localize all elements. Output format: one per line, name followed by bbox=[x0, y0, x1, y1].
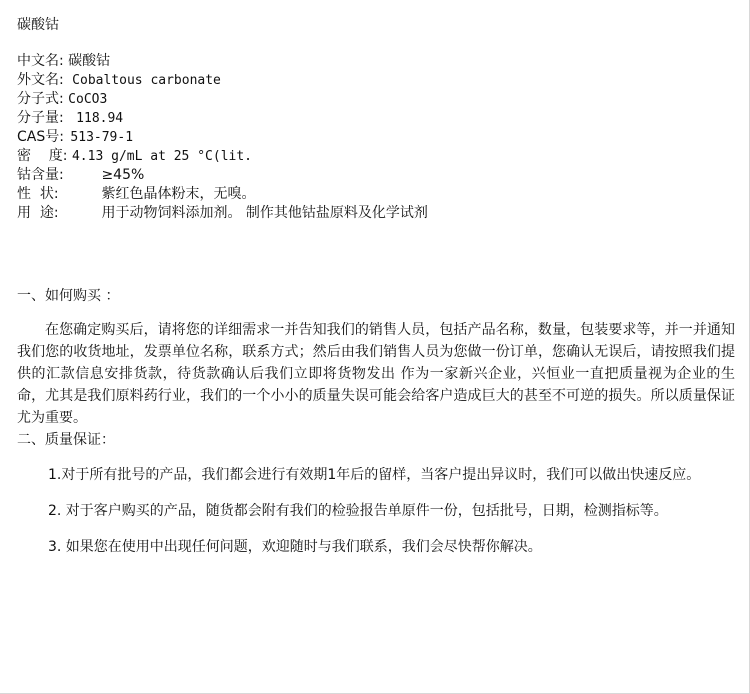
spec-list bbox=[17, 52, 737, 223]
spec-value: 4.13 g/mL at 25 °C(lit. bbox=[71, 149, 252, 164]
section-heading-purchase: 一、如何购买 ： bbox=[17, 288, 120, 304]
section-heading-quality: 二、质量保证： bbox=[17, 432, 115, 448]
spec-row-usage bbox=[17, 204, 737, 223]
spec-value: 碳酸钴 bbox=[68, 53, 111, 69]
spec-label: 分子式: bbox=[17, 91, 64, 107]
spec-row-molecular-weight bbox=[17, 109, 737, 128]
spec-row-cas bbox=[17, 128, 737, 147]
spec-row-formula bbox=[17, 90, 737, 109]
purchase-paragraph: 在您确定购买后，请将您的详细需求一并告知我们的销售人员，包括产品名称，数量，包装要求等，并一并通知我们您的收货地址，发票单位名称，联系方式；然后由我们销售人员为您做一份订单，您确认无误后，请按照我们提供的汇款信息安排货款，待货款确认后我们立即将货物发出 作为一家新兴企业，兴恒业一直把质量视为企业的生命，尤其是我们原料药行业，我们的一个小小的质量失误可能会给客户造成巨大的甚至不可逆的损失。所以质量保证尤为重要。 bbox=[17, 322, 735, 426]
spec-value: Cobaltous carbonate bbox=[72, 73, 221, 88]
spec-label: CAS号: bbox=[17, 129, 64, 145]
spec-value: 118.94 bbox=[76, 111, 124, 126]
spec-label: 密 度: bbox=[17, 148, 68, 164]
spec-value: CoCO3 bbox=[68, 92, 108, 107]
spec-row-foreign-name bbox=[17, 71, 737, 90]
spec-value: 513-79-1 bbox=[70, 130, 134, 145]
quality-list-item: 3. 如果您在使用中出现任何问题，欢迎随时与我们联系，我们会尽快帮你解决。 bbox=[48, 539, 542, 555]
spec-label: 外文名: bbox=[17, 72, 64, 88]
spec-label: 分子量: bbox=[17, 110, 64, 126]
spec-row-chinese-name bbox=[17, 52, 737, 71]
quality-list-item: 2. 对于客户购买的产品，随货都会附有我们的检验报告单原件一份，包括批号，日期，检测指标等。 bbox=[48, 503, 668, 519]
spec-label: 用 途: bbox=[17, 205, 59, 221]
spec-label: 钴含量: bbox=[17, 167, 64, 183]
spec-row-density bbox=[17, 147, 737, 166]
spec-value: 紫红色晶体粉末，无嗅。 bbox=[101, 186, 256, 202]
spec-value: ≥45% bbox=[101, 167, 145, 183]
spec-value: 用于动物饲料添加剂。 制作其他钴盐原料及化学试剂 bbox=[101, 205, 428, 221]
page-title: 碳酸钴 bbox=[17, 17, 59, 33]
spec-label: 性 状: bbox=[17, 186, 59, 202]
quality-list-item: 1.对于所有批号的产品，我们都会进行有效期1年后的留样，当客户提出异议时，我们可以做出快速反应。 bbox=[48, 467, 701, 483]
spec-row-appearance bbox=[17, 185, 737, 204]
spec-label: 中文名: bbox=[17, 53, 64, 69]
spec-row-cobalt-content bbox=[17, 166, 737, 185]
